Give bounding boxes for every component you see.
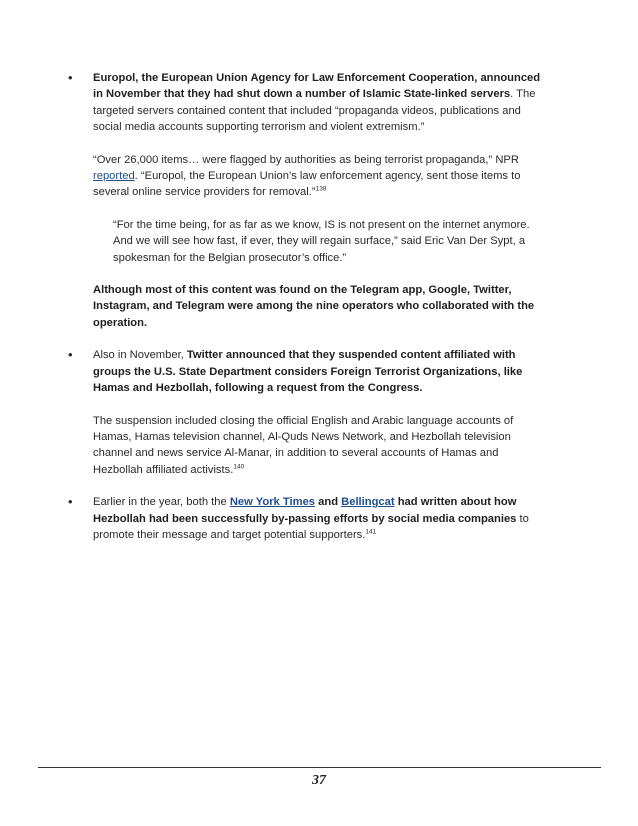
bullet-item-europol bbox=[68, 70, 548, 331]
text: The suspension included closing the official English and Arabic language accounts of Hamas, Hamas television channel, Al-Quds News Network, and Hezbollah television channel and news service Al-Manar, in addition to several accounts of Hamas and Hezbollah affiliated activists. bbox=[93, 414, 514, 476]
page-number: 37 bbox=[312, 773, 326, 788]
block-quote: “For the time being, for as far as we know, IS is not present on the internet anymore. And we will see how fast, if ever, they will regain surface,” said Eric Van Der Sypt, a spokesman for the Belgian prosecutor’s office.” bbox=[113, 218, 530, 264]
paragraph bbox=[93, 494, 548, 543]
bold-text: Twitter announced that they suspended content affiliated with groups the U.S. State Department considers Foreign Terrorist Organizations, like Hamas and Hezbollah, following a request from the Congress. bbox=[93, 349, 523, 395]
footnote-ref: 140 bbox=[233, 462, 245, 470]
paragraph bbox=[93, 413, 548, 479]
text: to promote their message and target potential supporters. bbox=[93, 512, 529, 541]
text: Earlier in the year, both the bbox=[93, 496, 230, 509]
paragraph bbox=[93, 152, 548, 201]
paragraph bbox=[93, 70, 548, 136]
bold-text: Europol, the European Union Agency for Law Enforcement Cooperation, announced in November that they had shut down a number of Islamic State-linked servers bbox=[93, 72, 541, 101]
bullet-icon: • bbox=[68, 494, 73, 510]
text: . The targeted servers contained content that included “propaganda videos, publications and social media accounts supporting terrorism and violent extremism.” bbox=[93, 88, 536, 134]
text: . “Europol, the European Union’s law enforcement agency, sent those items to several online service providers for removal.” bbox=[93, 170, 521, 199]
link-bellingcat[interactable]: Bellingcat bbox=[341, 496, 395, 509]
link-new-york-times[interactable]: New York Times bbox=[229, 496, 316, 509]
bold-text: and bbox=[315, 496, 342, 509]
footnote-ref: 141 bbox=[365, 528, 377, 536]
bullet-icon: • bbox=[68, 347, 73, 363]
paragraph bbox=[93, 282, 548, 331]
text: Also in November, bbox=[93, 349, 187, 362]
bullet-item-hezbollah bbox=[68, 494, 548, 543]
paragraph bbox=[93, 347, 548, 396]
footer-divider bbox=[38, 767, 601, 768]
page-body bbox=[68, 70, 548, 559]
bold-text: had written about how Hezbollah had been successfully by-passing efforts by social media companies bbox=[93, 496, 517, 525]
bullet-item-twitter bbox=[68, 347, 548, 478]
text: “Over 26,000 items… were flagged by authorities as being terrorist propaganda,” NPR bbox=[93, 153, 519, 166]
bullet-icon: • bbox=[68, 70, 73, 85]
footnote-ref: 138 bbox=[315, 185, 327, 193]
bold-text: Although most of this content was found on the Telegram app, Google, Twitter, Instagram, and Telegram were among the nine operators who collaborated with the operation. bbox=[93, 284, 535, 329]
link-reported[interactable]: reported bbox=[93, 170, 135, 183]
